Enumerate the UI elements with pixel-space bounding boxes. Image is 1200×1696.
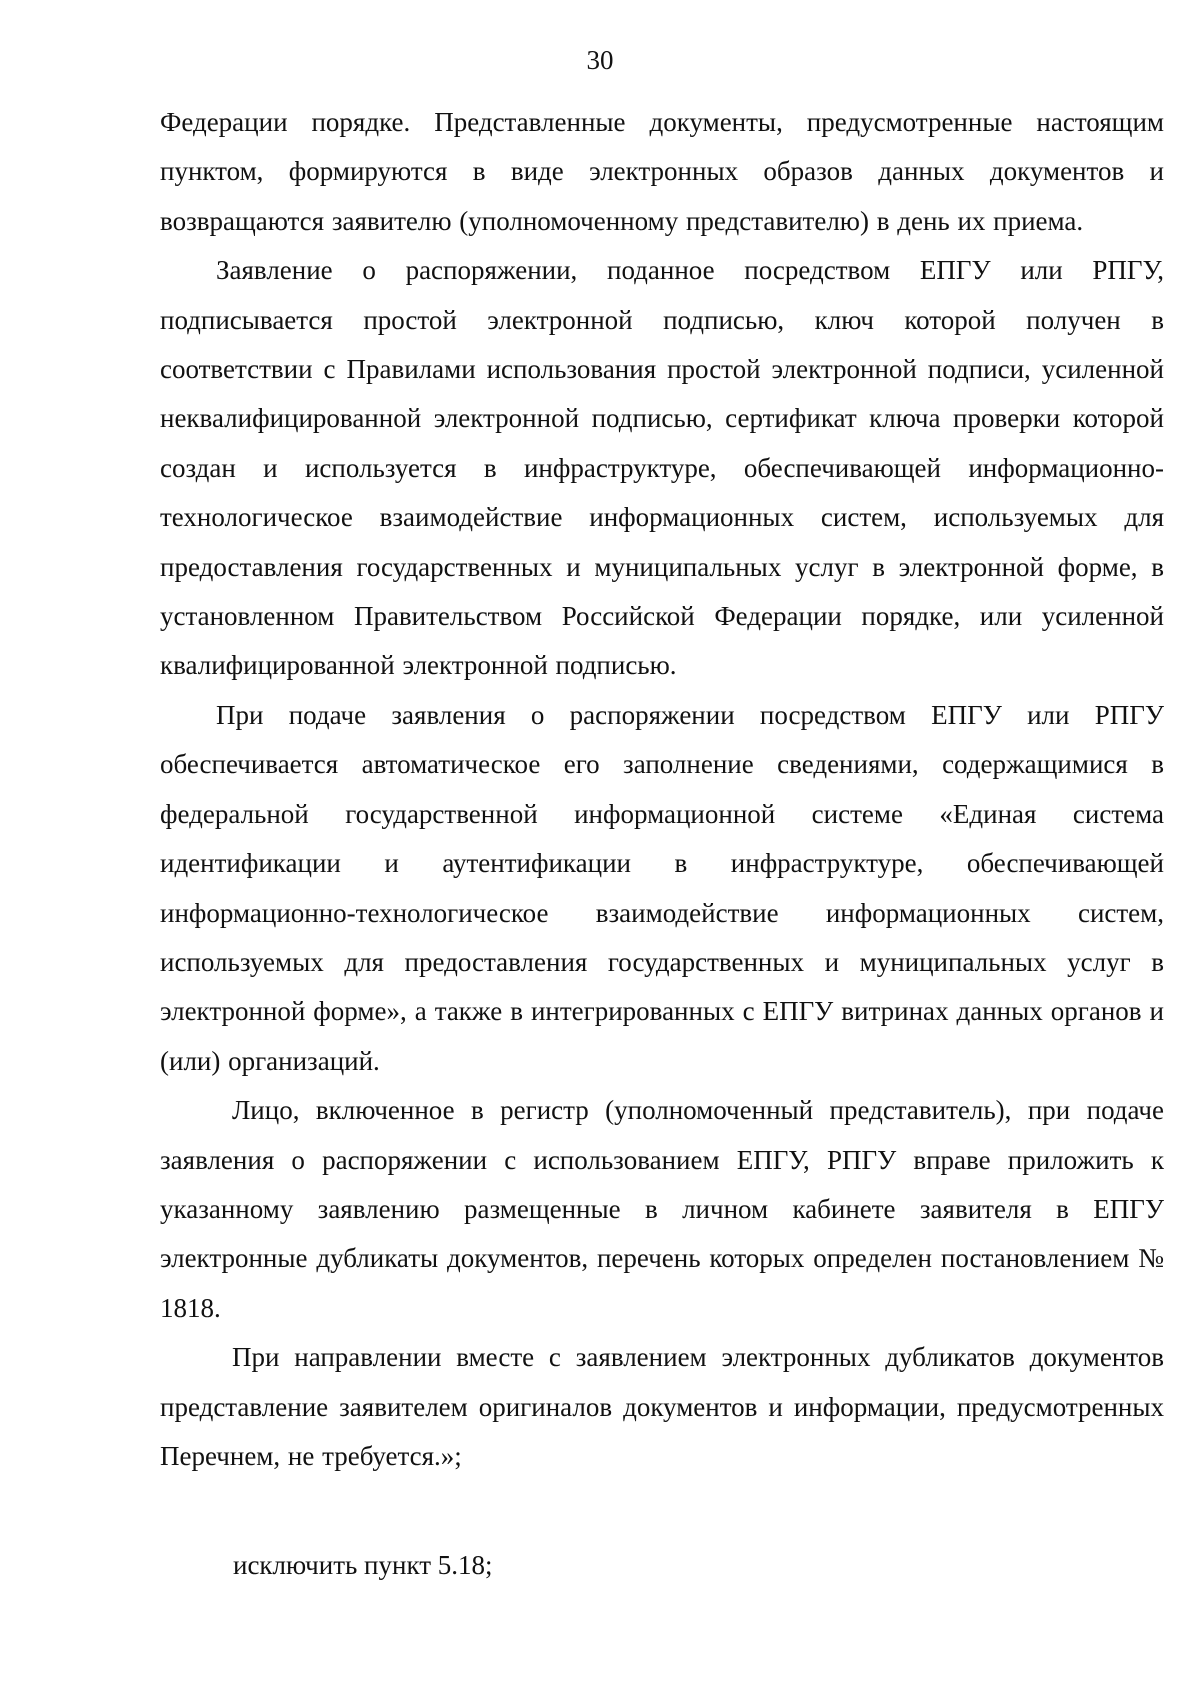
paragraph-auto-fill: При подаче заявления о распоряжении посредством ЕПГУ или РПГУ обеспечивается автоматическое его заполнение сведениями, содержащимися в федеральной государственной информационной системе «Единая система идентификации и аутентификации в инфраструктуре, обеспечивающей информационно-технологическое взаимодействие информационных систем, используемых для предоставления государственных и муниципальных услуг в электронной форме», а также в интегрированных с ЕПГУ витринах данных органов и (или) организаций.: [160, 699, 1164, 1076]
paragraph-continuation: Федерации порядке. Представленные документы, предусмотренные настоящим пунктом, формируются в виде электронных образов данных документов и возвращаются заявителю (уполномоченному представителю) в день их приема.: [160, 107, 1164, 236]
document-body: [160, 98, 1164, 1481]
paragraph-electronic-duplicates: Лицо, включенное в регистр (уполномоченный представитель), при подаче заявления о распоряжении с использованием ЕПГУ, РПГУ вправе приложить к указанному заявлению размещенные в личном кабинете заявителя в ЕПГУ электронные дубликаты документов, перечень которых определен постановлением № 1818.: [160, 1095, 1164, 1323]
page-number: 30: [586, 45, 614, 75]
paragraph-originals-not-required: При направлении вместе с заявлением электронных дубликатов документов представление заявителем оригиналов документов и информации, предусмотренных Перечнем, не требуется.»;: [160, 1342, 1164, 1471]
paragraph-signature-requirements: Заявление о распоряжении, поданное посредством ЕПГУ или РПГУ, подписывается простой электронной подписью, ключ которой получен в соответствии с Правилами использования простой электронной подписи, усиленной неквалифицированной электронной подписью, сертификат ключа проверки которой создан и используется в инфраструктуре, обеспечивающей информационно-технологическое взаимодействие информационных систем, используемых для предоставления государственных и муниципальных услуг в электронной форме, в установленном Правительством Российской Федерации порядке, или усиленной квалифицированной электронной подписью.: [160, 255, 1164, 681]
amendment-instruction: исключить пункт 5.18;: [233, 1550, 493, 1580]
